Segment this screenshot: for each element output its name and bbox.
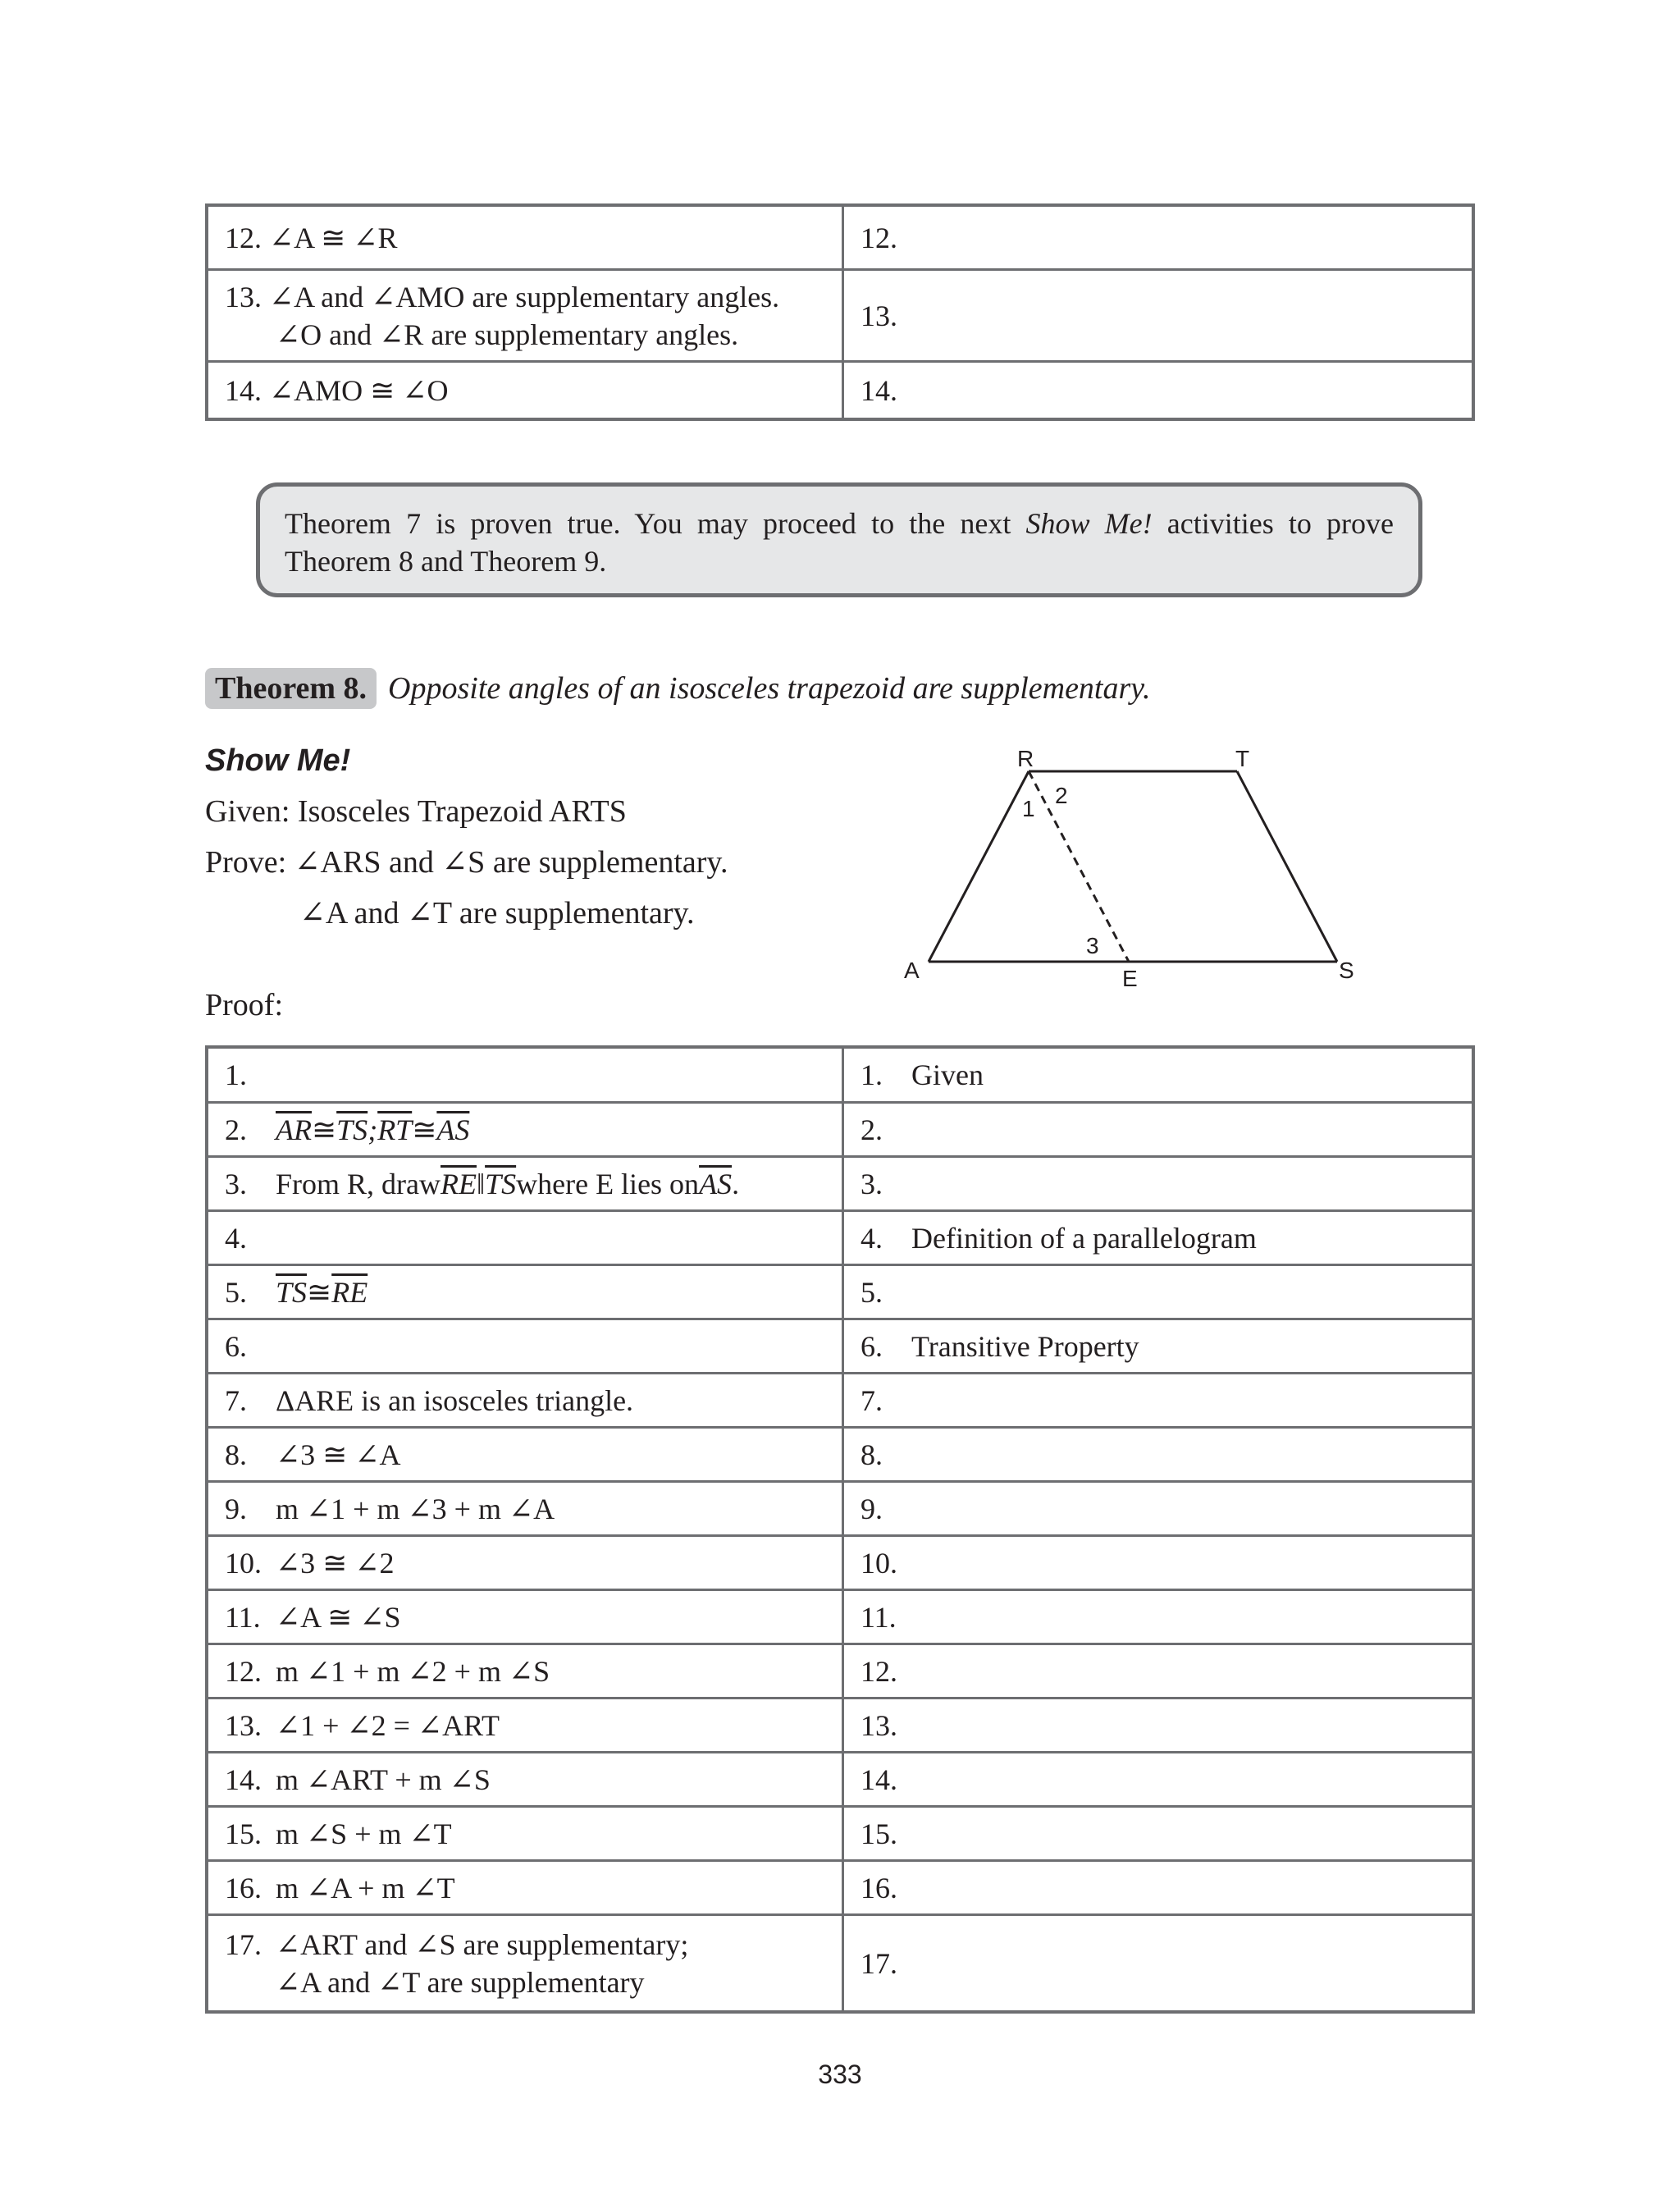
reason-cell	[844, 1212, 1472, 1264]
step-number: 13.	[861, 1708, 897, 1742]
table-row	[208, 207, 1472, 268]
separator: ;	[368, 1113, 378, 1146]
vertex-label-t: T	[1235, 746, 1250, 771]
step-number: 14.	[861, 1763, 897, 1796]
congruent-symbol: ≅	[311, 1113, 337, 1146]
statement-text: where E lies on	[516, 1167, 700, 1200]
table-row	[208, 1209, 1472, 1264]
statement-text: ∠O and ∠R are supplementary angles.	[276, 318, 739, 351]
step-number: 6.	[225, 1329, 247, 1363]
reason-text: Transitive Property	[911, 1329, 1139, 1363]
callout-text: activities to prove Theorem 8 and Theorem 9.	[285, 507, 1394, 578]
step-number: 16.	[861, 1871, 897, 1904]
table-row	[208, 1697, 1472, 1751]
statement-cell	[208, 1916, 844, 2010]
reason-cell	[844, 1537, 1472, 1589]
congruent-symbol: ≅	[307, 1275, 332, 1309]
step-number: 17.	[861, 1946, 897, 1980]
vertex-label-r: R	[1017, 746, 1034, 771]
table-row	[208, 1534, 1472, 1589]
table-row	[208, 1318, 1472, 1372]
theorem-8-proof-table	[205, 1045, 1475, 2014]
step-number: 2.	[225, 1113, 247, 1146]
reason-cell	[844, 1808, 1472, 1859]
reason-text: 12.	[861, 221, 897, 254]
reason-cell	[844, 1429, 1472, 1480]
table-row	[208, 1589, 1472, 1643]
reason-cell	[844, 1862, 1472, 1913]
statement-text: m ∠1 + m ∠2 + m ∠S	[276, 1654, 550, 1688]
step-number: 8.	[861, 1438, 883, 1471]
statement-cell	[208, 1320, 844, 1372]
segment-ts: $\overline{TS}$	[485, 1167, 517, 1200]
step-number: 12.	[861, 1654, 897, 1688]
step-number: 17.	[225, 1927, 262, 1961]
angle-label-1: 1	[1022, 796, 1035, 821]
table-row	[208, 1426, 1472, 1480]
segment-re: $\overline{RE}$	[441, 1167, 477, 1200]
step-number: 14.	[225, 1763, 262, 1796]
step-number: 15.	[861, 1817, 897, 1850]
segment-rt: $\overline{RT}$	[377, 1113, 413, 1146]
segment-re	[1029, 771, 1129, 962]
table-row	[208, 268, 1472, 360]
reason-cell	[844, 1699, 1472, 1751]
table-row	[208, 1751, 1472, 1805]
segment-ts: $\overline{TS}$	[336, 1113, 368, 1146]
statement-text: ΔARE is an isosceles triangle.	[276, 1383, 634, 1417]
theorem-label: Theorem 8.	[205, 668, 377, 709]
statement-cell	[208, 1266, 844, 1318]
table-row	[208, 360, 1472, 418]
table-row	[208, 1264, 1472, 1318]
step-number: 8.	[225, 1438, 247, 1471]
segment-as: $\overline{AS}$	[436, 1113, 470, 1146]
top-proof-table	[205, 203, 1475, 421]
statement-text: ∠A ≅ ∠S	[276, 1600, 401, 1634]
callout-italic-text: Show Me!	[1025, 507, 1153, 540]
trapezoid-diagram	[886, 738, 1378, 1001]
step-number: 10.	[861, 1546, 897, 1580]
reason-text: 13.	[861, 299, 897, 332]
reason-text: Given	[911, 1058, 984, 1091]
step-number: 2.	[861, 1113, 883, 1146]
segment-as: $\overline{AS}$	[699, 1167, 733, 1200]
statement-cell	[208, 1537, 844, 1589]
proof-label: Proof:	[205, 988, 283, 1022]
statement-cell	[208, 1374, 844, 1426]
table-row	[208, 1913, 1472, 2010]
segment-ts: $\overline{TS}$	[276, 1275, 308, 1309]
side-ar	[929, 771, 1029, 962]
prove-statement: Prove: ∠ARS and ∠S are supplementary.	[205, 845, 728, 880]
table-row	[208, 1480, 1472, 1534]
statement-text: ∠3 ≅ ∠2	[276, 1546, 395, 1580]
theorem-statement: Opposite angles of an isosceles trapezoid are supplementary.	[388, 671, 1151, 706]
table-row	[208, 1805, 1472, 1859]
theorem-heading	[205, 668, 1151, 709]
step-number: 9.	[861, 1492, 883, 1525]
theorem-7-callout	[256, 482, 1422, 597]
statement-cell	[208, 1645, 844, 1697]
step-number: 3.	[225, 1167, 247, 1200]
segment-ar: $\overline{AR}$	[276, 1113, 312, 1146]
statement-cell	[208, 1591, 844, 1643]
page-number: 333	[818, 2060, 862, 2089]
step-number: 13.	[225, 1708, 262, 1742]
statement-cell	[208, 1483, 844, 1534]
step-number: 10.	[225, 1546, 262, 1580]
reason-cell	[844, 1320, 1472, 1372]
congruent-symbol: ≅	[412, 1113, 437, 1146]
reason-cell	[844, 1374, 1472, 1426]
statement-cell	[208, 1158, 844, 1209]
reason-text: Definition of a parallelogram	[911, 1221, 1257, 1255]
callout-text: Theorem 7 is proven true. You may proceed to the next	[285, 507, 1026, 540]
statement-line	[225, 1926, 688, 1964]
reason-cell	[844, 1483, 1472, 1534]
step-number: 3.	[861, 1167, 883, 1200]
step-number: 5.	[225, 1275, 247, 1309]
table-row	[208, 1155, 1472, 1209]
statement-cell	[208, 1212, 844, 1264]
statement-text: .	[732, 1167, 740, 1200]
statement-text: 12. ∠A ≅ ∠R	[225, 221, 398, 254]
side-ts	[1237, 771, 1337, 962]
reason-cell	[844, 1916, 1472, 2010]
step-number: 1.	[225, 1058, 247, 1091]
step-number: 7.	[225, 1383, 247, 1417]
segment-re: $\overline{RE}$	[331, 1275, 368, 1309]
step-number: 11.	[225, 1600, 261, 1634]
statement-text: m ∠A + m ∠T	[276, 1871, 455, 1904]
statement-text: From R, draw	[276, 1167, 441, 1200]
step-number: 4.	[861, 1221, 883, 1255]
step-number: 1.	[861, 1058, 883, 1091]
vertex-label-e: E	[1122, 966, 1138, 991]
reason-cell	[844, 1049, 1472, 1101]
statement-text: m ∠1 + m ∠3 + m ∠A	[276, 1492, 555, 1525]
reason-text: 14.	[861, 373, 897, 407]
statement-text: ∠ART and ∠S are supplementary;	[276, 1927, 689, 1961]
reason-cell	[844, 1158, 1472, 1209]
statement-text: m ∠S + m ∠T	[276, 1817, 452, 1850]
table-row	[208, 1049, 1472, 1101]
statement-cell	[208, 1808, 844, 1859]
reason-cell	[844, 1591, 1472, 1643]
step-number: 5.	[861, 1275, 883, 1309]
reason-cell	[844, 1266, 1472, 1318]
statement-text: ∠A and ∠T are supplementary	[276, 1965, 645, 1999]
statement-text: m ∠ART + m ∠S	[276, 1763, 491, 1796]
table-row	[208, 1101, 1472, 1155]
step-number: 15.	[225, 1817, 262, 1850]
step-number: 9.	[225, 1492, 247, 1525]
statement-cell	[208, 1862, 844, 1913]
statement-text: 13. ∠A and ∠AMO are supplementary angles.	[225, 280, 780, 313]
reason-cell	[844, 363, 1472, 418]
statement-cell	[208, 1429, 844, 1480]
statement-text: 14. ∠AMO ≅ ∠O	[225, 373, 449, 407]
statement-text: ∠3 ≅ ∠A	[276, 1438, 401, 1471]
step-number: 6.	[861, 1329, 883, 1363]
show-me-heading: Show Me!	[205, 743, 351, 778]
angle-label-3: 3	[1086, 933, 1099, 958]
reason-cell	[844, 207, 1472, 268]
statement-cell	[208, 1753, 844, 1805]
vertex-label-s: S	[1339, 958, 1354, 983]
statement-cell	[208, 1049, 844, 1101]
statement-text: ∠1 + ∠2 = ∠ART	[276, 1708, 500, 1742]
parallel-symbol: ‖	[476, 1167, 486, 1200]
statement-cell	[208, 271, 844, 360]
step-number: 12.	[225, 1654, 262, 1688]
statement-cell	[208, 1104, 844, 1155]
reason-cell	[844, 1753, 1472, 1805]
statement-cell	[208, 207, 844, 268]
reason-cell	[844, 1104, 1472, 1155]
step-number: 7.	[861, 1383, 883, 1417]
prove-statement-continued: ∠A and ∠T are supplementary.	[299, 896, 695, 930]
step-number: 16.	[225, 1871, 262, 1904]
angle-label-2: 2	[1055, 783, 1068, 808]
table-row	[208, 1372, 1472, 1426]
table-row	[208, 1643, 1472, 1697]
table-row	[208, 1859, 1472, 1913]
given-statement: Given: Isosceles Trapezoid ARTS	[205, 794, 627, 829]
step-number: 11.	[861, 1600, 897, 1634]
reason-cell	[844, 271, 1472, 360]
step-number: 4.	[225, 1221, 247, 1255]
statement-cell	[208, 363, 844, 418]
vertex-label-a: A	[904, 958, 920, 983]
reason-cell	[844, 1645, 1472, 1697]
statement-cell	[208, 1699, 844, 1751]
